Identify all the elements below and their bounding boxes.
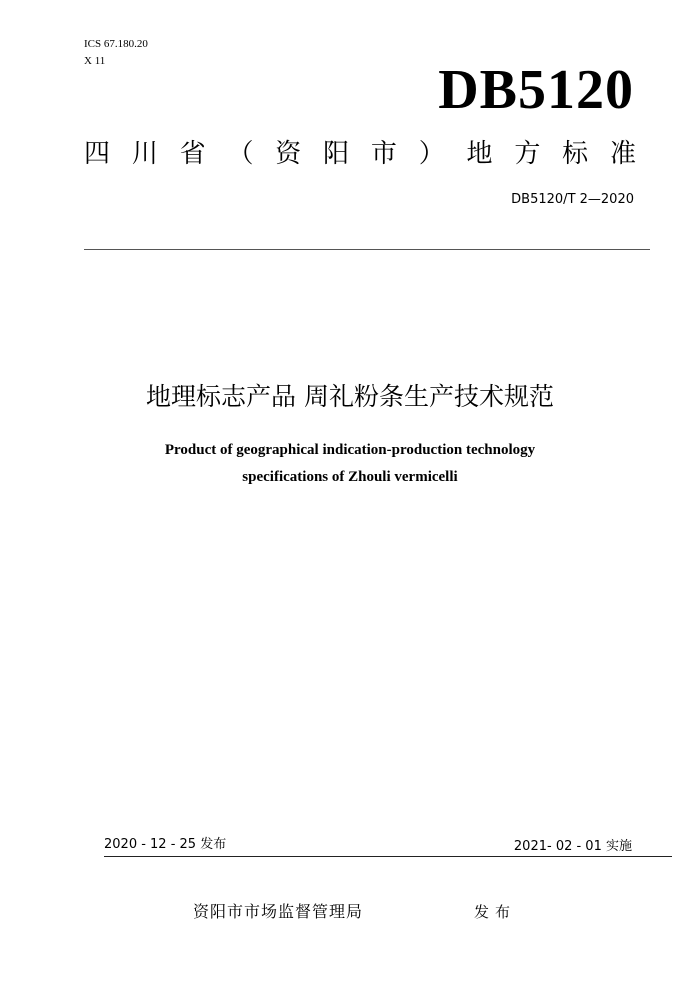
header-divider [84, 249, 650, 250]
standard-type-char: 方 [514, 139, 541, 169]
title-chinese: 地理标志产品 周礼粉条生产技术规范 [146, 382, 554, 411]
standard-type-char: 地 [466, 139, 493, 169]
standard-number: DB5120/T 2—2020 [511, 192, 634, 207]
issue-word: 发布 [474, 903, 517, 921]
standard-type-char: （ [227, 139, 254, 169]
issuing-authority: 资阳市市场监督管理局 [193, 902, 364, 921]
title-english-line2: specifications of Zhouli vermicelli [242, 469, 458, 485]
implementation-date: 2021- 02 - 01 实施 [513, 839, 632, 854]
standard-type-char: 川 [131, 139, 158, 169]
standard-type-char: 准 [609, 139, 636, 169]
title-english-line1: Product of geographical indication-production technology [164, 442, 536, 458]
standard-type-char: 资 [275, 139, 302, 169]
standard-type-char: 市 [370, 139, 397, 169]
standard-type [84, 138, 636, 170]
ics-code: ICS 67.180.20 [84, 38, 148, 50]
standard-type-char: 标 [562, 139, 589, 169]
issue-date: 2020 - 12 - 25 发布 [104, 837, 227, 852]
db-code: DB5120 [438, 59, 634, 121]
standard-type-char: ） [418, 139, 445, 169]
standard-type-char: 省 [179, 139, 206, 169]
standard-type-char: 阳 [323, 139, 350, 169]
standard-type-char: 四 [84, 139, 111, 169]
footer-divider [104, 856, 672, 857]
classification-code: X 11 [84, 55, 106, 67]
